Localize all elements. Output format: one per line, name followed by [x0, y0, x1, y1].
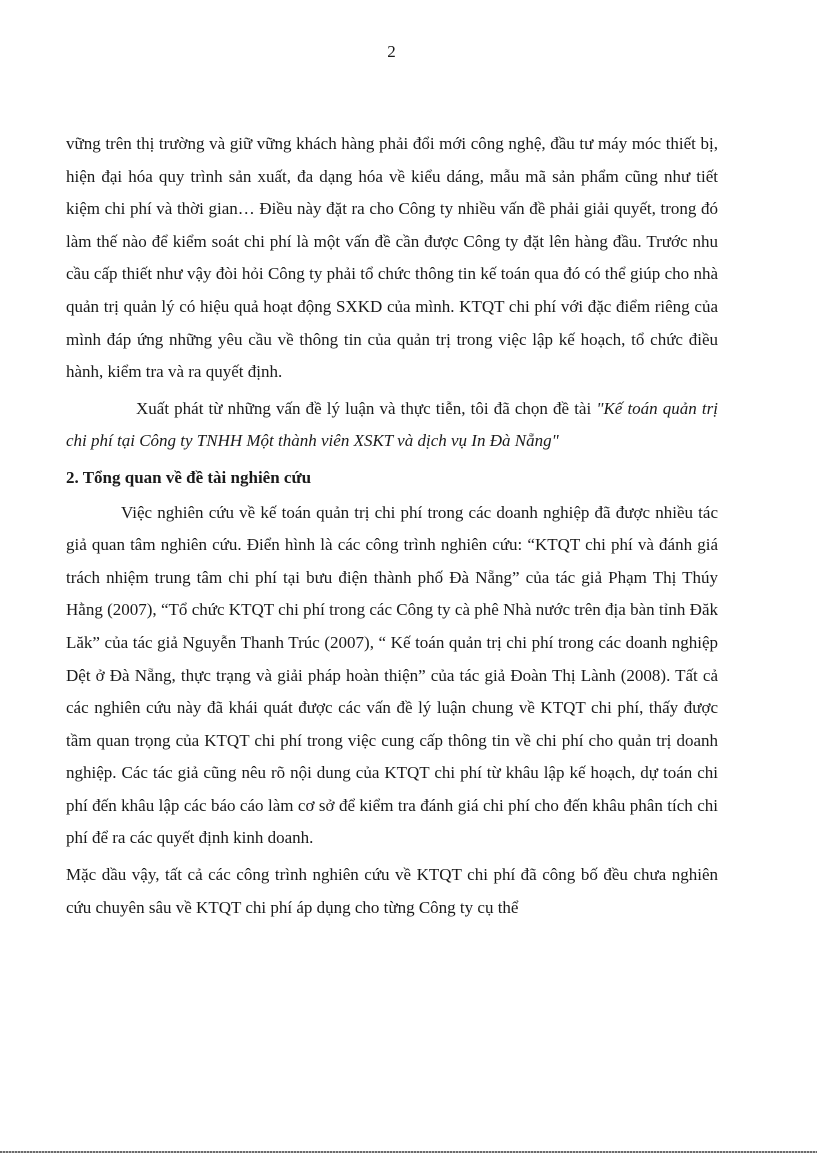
- paragraph-however: Mặc dầu vậy, tất cả các công trình nghiên cứu về KTQT chi phí đã công bố đều chưa nghiên cứu chuyên sâu về KTQT chi phí áp dụng cho từng Công ty cụ thể: [66, 865, 718, 917]
- paragraph-continuation: vững trên thị trường và giữ vững khách hàng phải đổi mới công nghệ, đầu tư máy móc thiết bị, hiện đại hóa quy trình sản xuất, đa dạng hóa về kiểu dáng, mẫu mã sản phẩm cũng như tiết kiệm chi phí và thời gian… Điều này đặt ra cho Công ty nhiều vấn đề phải giải quyết, trong đó làm thế nào để kiểm soát chi phí là một vấn đề cần được Công ty đặt lên hàng đầu. Trước nhu cầu cấp thiết như vậy đòi hỏi Công ty phải tổ chức thông tin kế toán qua đó có thể giúp cho nhà quản trị quản lý có hiệu quả hoạt động SXKD của mình. KTQT chi phí với đặc điểm riêng của mình đáp ứng những yêu cầu về thông tin của quản trị trong việc lập kế hoạch, tổ chức điều hành, kiểm tra và ra quyết định.: [66, 134, 718, 382]
- topic-title: "Kế toán quản trị chi phí tại Công ty TNHH Một thành viên XSKT và dịch vụ In Đà Nẵng": [66, 398, 718, 451]
- paragraph-topic-choice: [66, 393, 718, 458]
- page-number: 2: [387, 42, 396, 61]
- topic-intro-text: Xuất phát từ những vấn đề lý luận và thực tiễn, tôi đã chọn đề tài: [136, 398, 597, 418]
- page-body: [66, 128, 718, 924]
- section-heading: 2. Tổng quan về đề tài nghiên cứu: [66, 467, 312, 487]
- paragraph-overview: Việc nghiên cứu về kế toán quản trị chi phí trong các doanh nghiệp đã được nhiều tác giả quan tâm nghiên cứu. Điển hình là các công trình nghiên cứu: “KTQT chi phí và đánh giá trách nhiệm trung tâm chi phí tại bưu điện thành phố Đà Nẵng” của tác giả Phạm Thị Thúy Hằng (2007), “Tổ chức KTQT chi phí trong các Công ty cà phê Nhà nước trên địa bàn tỉnh Đăk Lăk” của tác giả Nguyễn Thanh Trúc (2007), “ Kế toán quản trị chi phí trong các doanh nghiệp Dệt ở Đà Nẵng, thực trạng và giải pháp hoàn thiện” của tác giả Đoàn Thị Lành (2008). Tất cả các nghiên cứu này đã khái quát được các vấn đề lý luận chung về KTQT chi phí, thấy được tầm quan trọng của KTQT chi phí trong việc cung cấp thông tin về chi phí cho quản trị doanh nghiệp. Các tác giả cũng nêu rõ nội dung của KTQT chi phí từ khâu lập kế hoạch, dự toán chi phí đến khâu lập các báo cáo làm cơ sở để kiểm tra đánh giá chi phí cho đến khâu phân tích chi phí để ra các quyết định kinh doanh.: [66, 502, 718, 848]
